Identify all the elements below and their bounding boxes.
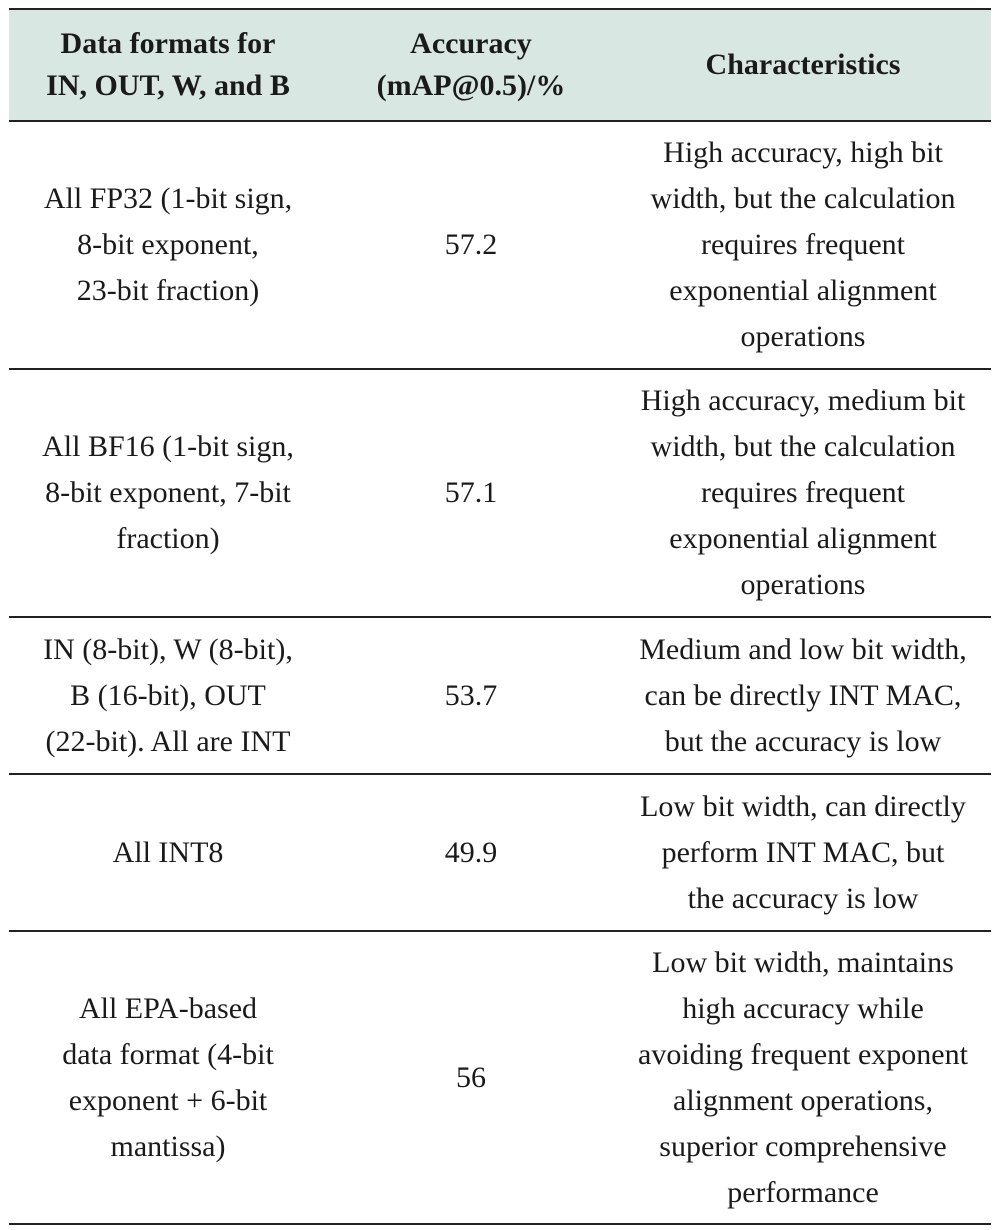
table-row (9, 369, 991, 617)
characteristics-text: Low bit width, can directly perform INT MAC, but the accuracy is low (640, 789, 966, 915)
format-cell (9, 369, 327, 617)
header-characteristics (615, 9, 991, 121)
accuracy-cell (327, 774, 615, 931)
header-data-formats (9, 9, 327, 121)
header-row (9, 9, 991, 121)
header-accuracy (327, 9, 615, 121)
accuracy-cell (327, 931, 615, 1224)
characteristics-cell (615, 774, 991, 931)
table-row (9, 931, 991, 1224)
format-cell (9, 617, 327, 774)
table-row (9, 121, 991, 369)
characteristics-text: High accuracy, high bit width, but the calculation requires frequent exponential alignment operations (650, 136, 956, 353)
characteristics-cell (615, 931, 991, 1224)
table-header (9, 9, 991, 121)
format-text: All EPA-based data format (4-bit exponent + 6-bit mantissa) (62, 991, 274, 1163)
format-cell (9, 121, 327, 369)
table-row (9, 617, 991, 774)
accuracy-value: 56 (456, 1060, 486, 1094)
data-format-comparison-table (9, 8, 991, 1225)
characteristics-text: High accuracy, medium bit width, but the calculation requires frequent exponential alignment operations (640, 384, 966, 601)
characteristics-text: Low bit width, maintains high accuracy while avoiding frequent exponent alignment operations, superior comprehensive performance (638, 945, 968, 1209)
header-data-formats-label: Data formats for IN, OUT, W, and B (46, 27, 290, 102)
format-text: All FP32 (1-bit sign, 8-bit exponent, 23-bit fraction) (43, 182, 293, 307)
format-text: IN (8-bit), W (8-bit), B (16-bit), OUT (22-bit). All are INT (43, 632, 293, 758)
characteristics-cell (615, 369, 991, 617)
accuracy-cell (327, 121, 615, 369)
table-row (9, 774, 991, 931)
accuracy-cell (327, 369, 615, 617)
format-text: All BF16 (1-bit sign, 8-bit exponent, 7-bit fraction) (42, 430, 294, 555)
format-cell (9, 931, 327, 1224)
header-accuracy-label: Accuracy (mAP@0.5)/% (376, 27, 566, 102)
accuracy-cell (327, 617, 615, 774)
characteristics-cell (615, 121, 991, 369)
accuracy-value: 57.1 (444, 476, 498, 509)
accuracy-value: 57.2 (444, 228, 498, 261)
accuracy-value: 49.9 (444, 835, 498, 869)
characteristics-text: Medium and low bit width, can be directly INT MAC, but the accuracy is low (639, 632, 967, 758)
format-cell (9, 774, 327, 931)
table-body (9, 121, 991, 1224)
accuracy-value: 53.7 (444, 678, 498, 712)
characteristics-cell (615, 617, 991, 774)
header-characteristics-label: Characteristics (705, 48, 901, 81)
format-text: All INT8 (112, 835, 224, 869)
